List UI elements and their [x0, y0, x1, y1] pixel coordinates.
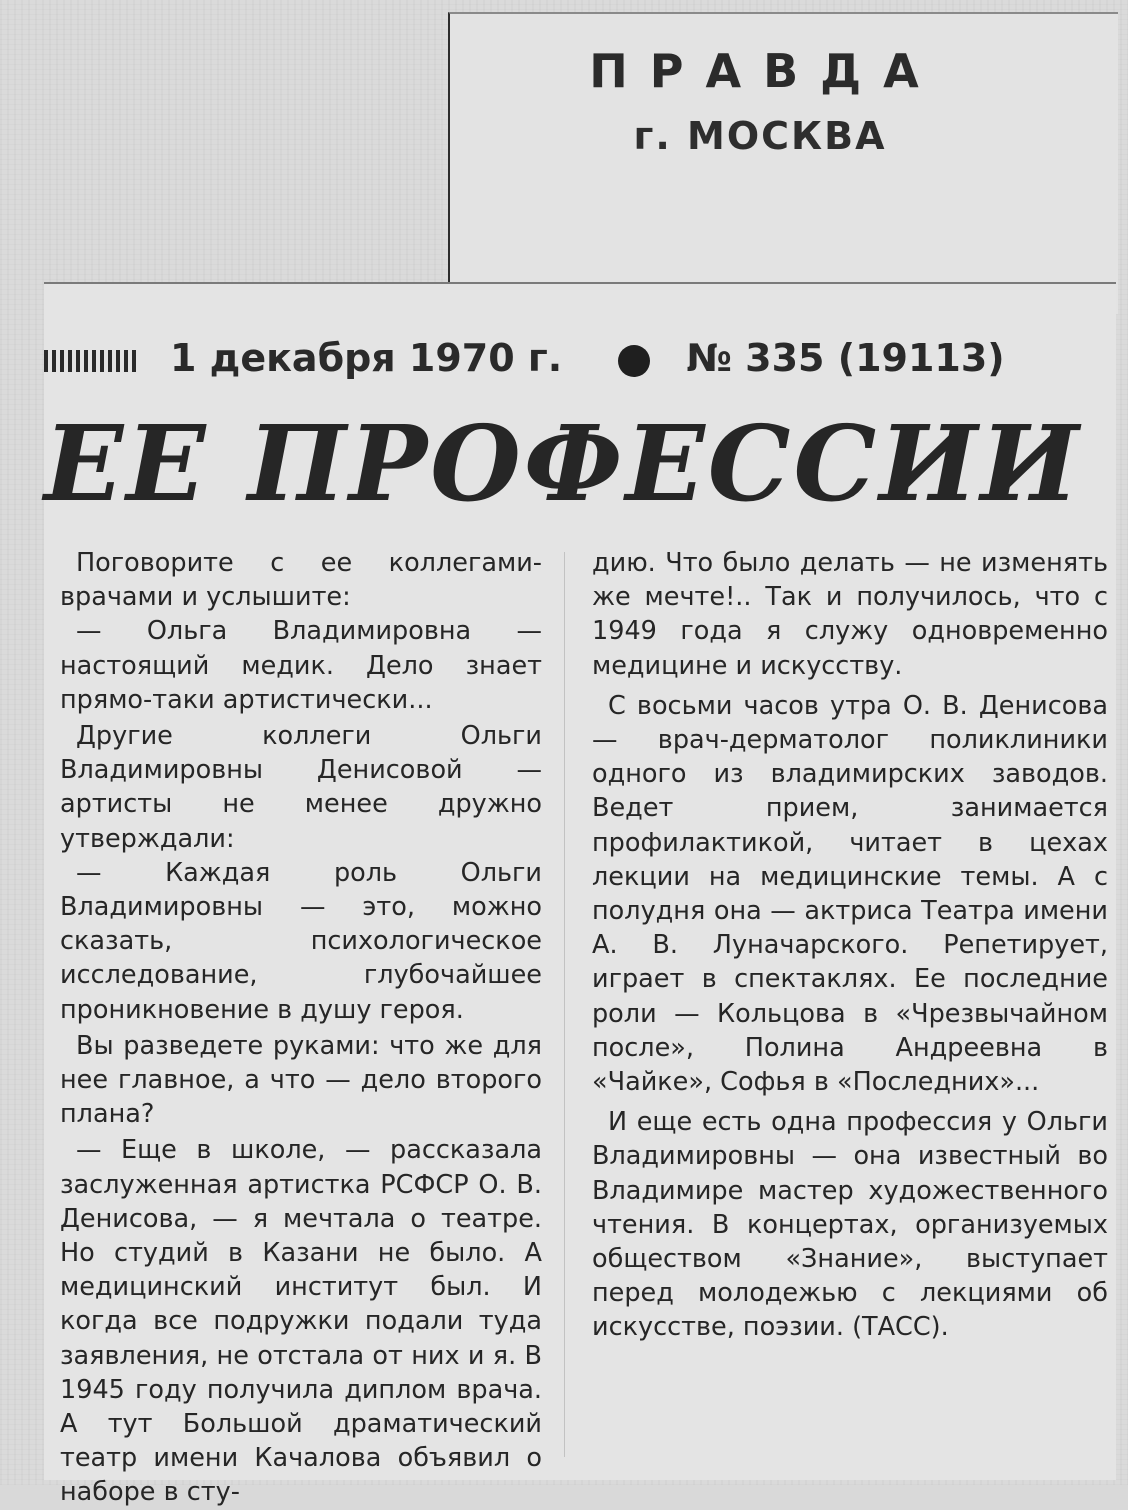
- paragraph: Поговорите с ее коллегами-врачами и услышите:: [60, 548, 542, 613]
- paragraph: Другие коллеги Ольги Владимировны Денисовой — артисты не менее дружно утверждали:: [60, 721, 542, 854]
- paragraph-continuation: дию. Что было делать — не изменять же мечте!.. Так и получилось, что с 1949 года я служу одновременно медицине и искусству.: [592, 548, 1108, 681]
- article-right-column: [592, 546, 1108, 1345]
- newspaper-stamp-title: ПРАВДА: [589, 44, 941, 98]
- masthead-ornament: [44, 350, 136, 372]
- bullet-dot-icon: [618, 345, 650, 377]
- paragraph: С восьми часов утра О. В. Денисова — врач-дерматолог поликлиники одного из владимирских заводов. Ведет прием, занимается профилактикой, читает в цехах лекции на медицинские темы. А с полудня она — актриса Театра имени А. В. Луначарского. Репетирует, играет в спектаклях. Ее последние роли — Кольцова в «Чрезвычайном после», Полина Андреевна в «Чайке», Софья в «Последних»...: [592, 690, 1108, 1098]
- issue-number: № 335 (19113): [686, 336, 1005, 380]
- paragraph: — Еще в школе, — рассказала заслуженная артистка РСФСР О. В. Денисова, — я мечтала о театре. Но студий в Казани не было. А медицинский институт был. И когда все подружки подали туда заявления, не отстала от них и я. В 1945 году получила диплом врача. А тут Большой драматический театр имени Качалова объявил о наборе в сту-: [60, 1135, 542, 1508]
- paragraph: Вы разведете руками: что же для нее главное, а что — дело второго плана?: [60, 1030, 542, 1130]
- newspaper-stamp-city: г. МОСКВА: [633, 114, 887, 158]
- paragraph: И еще есть одна профессия у Ольги Владимировны — она известный во Владимире мастер художественного чтения. В концертах, организуемых обществом «Знание», выступает перед молодежью с лекциями об искусстве, поэзии. (ТАСС).: [592, 1107, 1108, 1343]
- paragraph: — Ольга Владимировна — настоящий медик. Дело знает прямо-таки артистически...: [60, 616, 542, 715]
- column-divider: [564, 552, 565, 1457]
- article-left-column: [60, 546, 542, 1510]
- issue-date: 1 декабря 1970 г.: [170, 336, 563, 380]
- stamp-slip: [448, 12, 1118, 314]
- article-headline: ЕЕ ПРОФЕССИИ: [44, 402, 1082, 525]
- paragraph: — Каждая роль Ольги Владимировны — это, можно сказать, психологическое исследование, глубочайшее проникновение в душу героя.: [60, 857, 542, 1025]
- masthead-line: [44, 336, 1108, 380]
- newspaper-clipping: [44, 282, 1116, 1508]
